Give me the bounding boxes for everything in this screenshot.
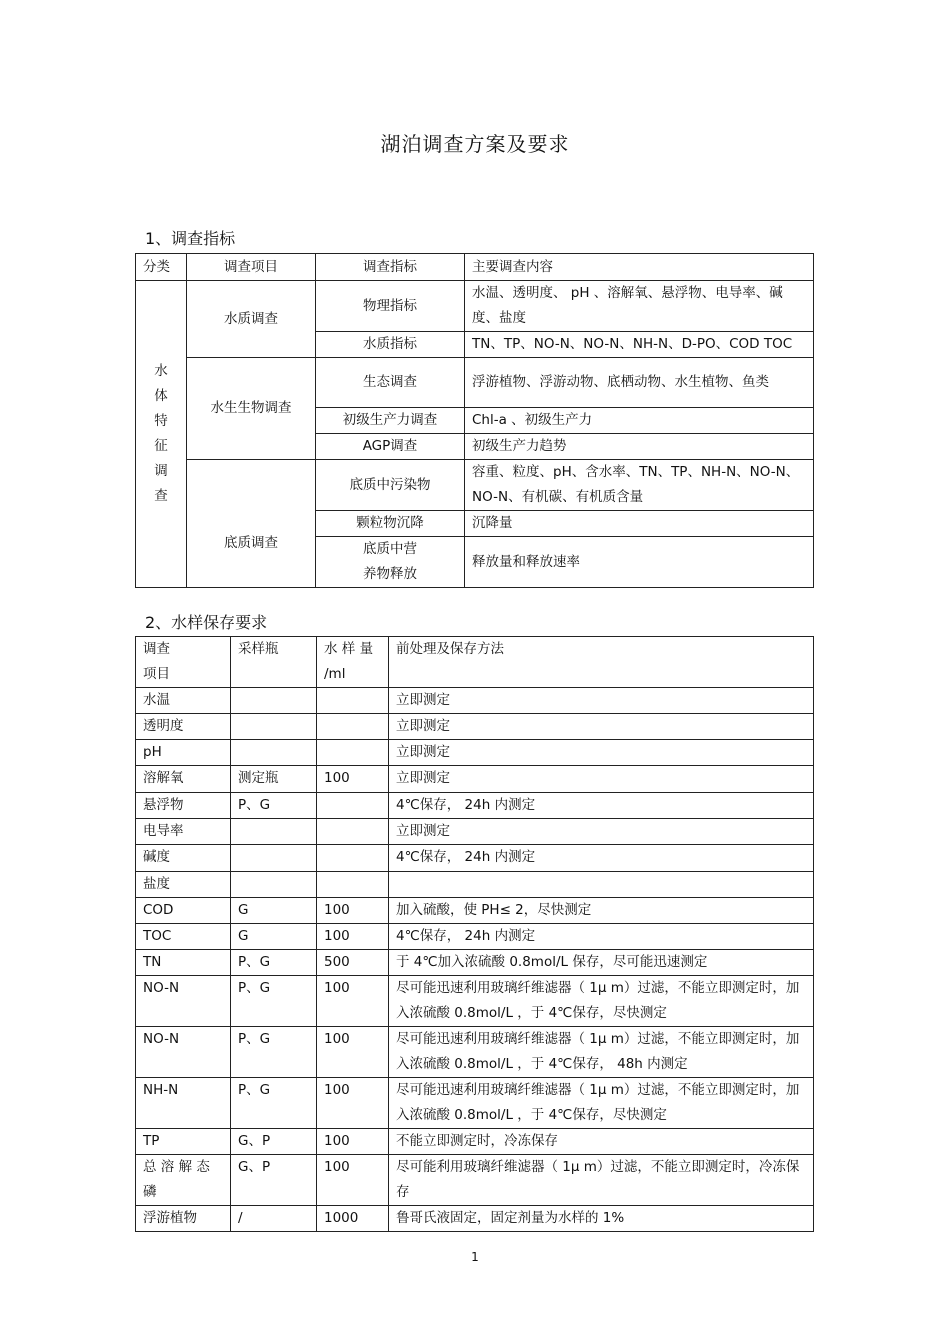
volume-cell xyxy=(317,845,389,872)
item-cell: 浮游植物 xyxy=(136,1206,231,1232)
content-cell: 容重、粒度、pH、含水率、TN、TP、NH-N、NO-N、NO-N、有机碳、有机质含量 xyxy=(465,460,814,511)
bottle-cell: G xyxy=(231,898,317,924)
table-row xyxy=(136,819,814,845)
bottle-cell: G、P xyxy=(231,1129,317,1155)
table-row xyxy=(136,793,814,819)
indicator-cell: 生态调查 xyxy=(316,358,465,408)
indicator-cell: 水质指标 xyxy=(316,332,465,358)
content-cell: 浮游植物、浮游动物、底栖动物、水生植物、鱼类 xyxy=(465,358,814,408)
volume-cell xyxy=(317,688,389,714)
content-cell: Chl-a 、初级生产力 xyxy=(465,408,814,434)
item-cell: TP xyxy=(136,1129,231,1155)
item-cell: 碱度 xyxy=(136,845,231,872)
bottle-cell xyxy=(231,714,317,740)
indicator-cell: AGP调查 xyxy=(316,434,465,460)
volume-cell xyxy=(317,714,389,740)
indicator-cell: 初级生产力调查 xyxy=(316,408,465,434)
volume-cell: 100 xyxy=(317,1078,389,1129)
category-cell: 水 体 特 征 调 查 xyxy=(136,281,187,588)
section-heading-preservation: 2、水样保存要求 xyxy=(145,613,268,632)
table-row xyxy=(136,1129,814,1155)
method-cell: 鲁哥氏液固定，固定剂量为水样的 1% xyxy=(389,1206,814,1232)
method-cell: 立即测定 xyxy=(389,740,814,766)
bottle-cell: G、P xyxy=(231,1155,317,1206)
table-row xyxy=(136,898,814,924)
table-row xyxy=(136,281,814,332)
volume-cell xyxy=(317,872,389,898)
header-cell: 主要调查内容 xyxy=(465,254,814,281)
item-cell: 总 溶 解 态 磷 xyxy=(136,1155,231,1206)
header-cell: 采样瓶 xyxy=(231,637,317,688)
volume-cell: 100 xyxy=(317,766,389,793)
bottle-cell: P、G xyxy=(231,976,317,1027)
method-cell xyxy=(389,872,814,898)
method-cell: 4℃保存， 24h 内测定 xyxy=(389,924,814,950)
method-cell: 尽可能利用玻璃纤维滤器（ 1μ m）过滤，不能立即测定时，冷冻保存 xyxy=(389,1155,814,1206)
table-row xyxy=(136,976,814,1027)
bottle-cell: G xyxy=(231,924,317,950)
volume-cell xyxy=(317,740,389,766)
header-cell: 水 样 量 /ml xyxy=(317,637,389,688)
method-cell: 尽可能迅速利用玻璃纤维滤器（ 1μ m）过滤，不能立即测定时，加入浓硫酸 0.8mol/L ，于 4℃保存， 48h 内测定 xyxy=(389,1027,814,1078)
page-title: 湖泊调查方案及要求 xyxy=(380,132,570,156)
content-cell: 水温、透明度、 pH 、溶解氧、悬浮物、电导率、碱度、盐度 xyxy=(465,281,814,332)
content-cell: TN、TP、NO-N、NO-N、NH-N、D-PO、COD TOC xyxy=(465,332,814,358)
table-row xyxy=(136,766,814,793)
table-header-row xyxy=(136,637,814,688)
volume-cell: 100 xyxy=(317,976,389,1027)
content-cell: 释放量和释放速率 xyxy=(465,537,814,588)
indicator-cell: 底质中污染物 xyxy=(316,460,465,511)
bottle-cell: P、G xyxy=(231,950,317,976)
table-row xyxy=(136,460,814,511)
item-cell: 盐度 xyxy=(136,872,231,898)
header-cell: 调查项目 xyxy=(187,254,316,281)
method-cell: 立即测定 xyxy=(389,819,814,845)
table-row xyxy=(136,358,814,408)
page-number: 1 xyxy=(471,1250,479,1264)
bottle-cell: P、G xyxy=(231,1027,317,1078)
bottle-cell: / xyxy=(231,1206,317,1232)
method-cell: 尽可能迅速利用玻璃纤维滤器（ 1μ m）过滤，不能立即测定时，加入浓硫酸 0.8mol/L ，于 4℃保存，尽快测定 xyxy=(389,976,814,1027)
indicator-cell: 物理指标 xyxy=(316,281,465,332)
method-cell: 立即测定 xyxy=(389,688,814,714)
item-cell: NO-N xyxy=(136,1027,231,1078)
table-row xyxy=(136,740,814,766)
method-cell: 4℃保存， 24h 内测定 xyxy=(389,845,814,872)
header-cell: 调查指标 xyxy=(316,254,465,281)
table-row xyxy=(136,1155,814,1206)
content-cell: 初级生产力趋势 xyxy=(465,434,814,460)
section-heading-indicators: 1、调查指标 xyxy=(145,229,236,248)
volume-cell: 100 xyxy=(317,1027,389,1078)
method-cell: 立即测定 xyxy=(389,714,814,740)
water-sample-preservation-table xyxy=(135,636,814,1232)
indicator-cell: 底质中营 养物释放 xyxy=(316,537,465,588)
item-cell: NH-N xyxy=(136,1078,231,1129)
bottle-cell xyxy=(231,740,317,766)
item-cell: 透明度 xyxy=(136,714,231,740)
volume-cell: 100 xyxy=(317,898,389,924)
volume-cell: 1000 xyxy=(317,1206,389,1232)
item-cell: NO-N xyxy=(136,976,231,1027)
table-row xyxy=(136,950,814,976)
bottle-cell xyxy=(231,688,317,714)
item-cell: 电导率 xyxy=(136,819,231,845)
table-row xyxy=(136,1206,814,1232)
indicator-cell: 颗粒物沉降 xyxy=(316,511,465,537)
volume-cell: 500 xyxy=(317,950,389,976)
volume-cell xyxy=(317,793,389,819)
project-cell: 底质调查 xyxy=(187,460,316,588)
project-cell: 水生生物调查 xyxy=(187,358,316,460)
method-cell: 4℃保存， 24h 内测定 xyxy=(389,793,814,819)
method-cell: 尽可能迅速利用玻璃纤维滤器（ 1μ m）过滤，不能立即测定时，加入浓硫酸 0.8mol/L ，于 4℃保存，尽快测定 xyxy=(389,1078,814,1129)
item-cell: TN xyxy=(136,950,231,976)
bottle-cell xyxy=(231,872,317,898)
table-header-row xyxy=(136,254,814,281)
item-cell: pH xyxy=(136,740,231,766)
content-cell: 沉降量 xyxy=(465,511,814,537)
table-row xyxy=(136,1078,814,1129)
item-cell: COD xyxy=(136,898,231,924)
table-row xyxy=(136,872,814,898)
header-cell: 前处理及保存方法 xyxy=(389,637,814,688)
volume-cell: 100 xyxy=(317,1129,389,1155)
table-row xyxy=(136,688,814,714)
project-cell: 水质调查 xyxy=(187,281,316,358)
table-row xyxy=(136,1027,814,1078)
volume-cell: 100 xyxy=(317,1155,389,1206)
bottle-cell: P、G xyxy=(231,1078,317,1129)
header-cell: 调查 项目 xyxy=(136,637,231,688)
table-row xyxy=(136,845,814,872)
method-cell: 加入硫酸，使 PH≤ 2，尽快测定 xyxy=(389,898,814,924)
bottle-cell: P、G xyxy=(231,793,317,819)
item-cell: 悬浮物 xyxy=(136,793,231,819)
survey-indicators-table xyxy=(135,253,814,588)
bottle-cell xyxy=(231,845,317,872)
volume-cell xyxy=(317,819,389,845)
volume-cell: 100 xyxy=(317,924,389,950)
table-row xyxy=(136,924,814,950)
table-row xyxy=(136,714,814,740)
method-cell: 于 4℃加入浓硫酸 0.8mol/L 保存，尽可能迅速测定 xyxy=(389,950,814,976)
item-cell: 水温 xyxy=(136,688,231,714)
method-cell: 立即测定 xyxy=(389,766,814,793)
item-cell: TOC xyxy=(136,924,231,950)
bottle-cell xyxy=(231,819,317,845)
header-cell: 分类 xyxy=(136,254,187,281)
item-cell: 溶解氧 xyxy=(136,766,231,793)
method-cell: 不能立即测定时，冷冻保存 xyxy=(389,1129,814,1155)
bottle-cell: 测定瓶 xyxy=(231,766,317,793)
